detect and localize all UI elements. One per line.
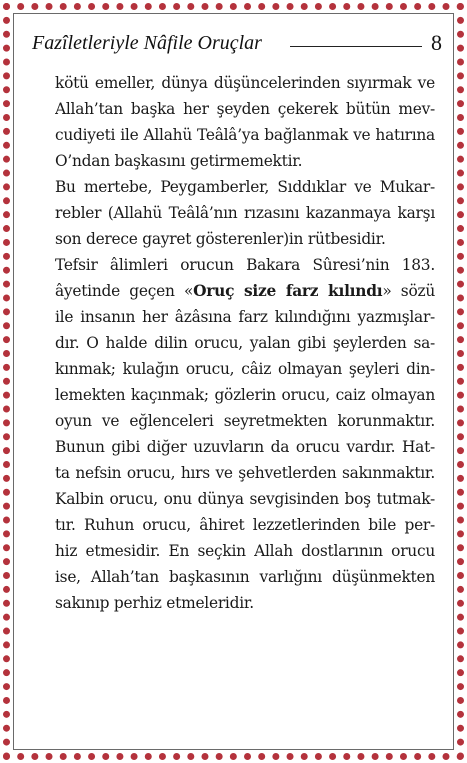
text-line: kötü emeller, dünya düşüncelerinden sıyırmak ve [55, 74, 435, 92]
text-line: Allah’tan başka her şeyden çekerek bütün mev- [55, 100, 435, 118]
text-line: ta nefsin orucu, hırs ve şehvetlerden sakınmaktır. [55, 464, 435, 482]
text-line: tır. Ruhun orucu, âhiret lezzetlerinden bile per- [55, 516, 435, 534]
text-line: sakınıp perhiz etmeleridir. [55, 594, 254, 612]
header-rule [290, 46, 422, 47]
text-line: ile insanın her âzâsına farz kılındığını yazmışlar- [55, 308, 435, 326]
text-line: O’ndan başkasını getirmemektir. [55, 152, 303, 170]
text-segment: âyetinde geçen « [55, 282, 194, 300]
text-line: ise, Allah’tan başkasının varlığını düşünmekten [55, 568, 435, 586]
text-line: Tefsir âlimleri orucun Bakara Sûresi’nin 183. [55, 256, 435, 274]
header-title: Fazîletleriyle Nâfile Oruçlar [32, 32, 262, 54]
text-line: Bu mertebe, Peygamberler, Sıddıklar ve Mukar- [55, 178, 435, 196]
text-line: rebler (Allahü Teâlâ’nın rızasını kazanmaya karşı [55, 204, 435, 222]
text-line: son derece gayret gösterenler)in rütbesidir. [55, 230, 386, 248]
text-line: kınmak; kulağın orucu, câiz olmayan şeyleri din- [55, 360, 435, 378]
text-segment: » sözü [382, 282, 435, 300]
page-number: 8 [431, 30, 442, 55]
text-line: cudiyeti ile Allahü Teâlâ’ya bağlanmak ve hatırına [55, 126, 435, 144]
running-header [32, 30, 442, 58]
text-line: dır. O halde dilin orucu, yalan gibi şeylerden sa- [55, 334, 435, 352]
quoted-verse: Oruç size farz kılındı [193, 282, 383, 300]
text-line: oyun ve eğlenceleri seyretmekten korunmaktır. [55, 412, 435, 430]
text-line: hiz etmesidir. En seçkin Allah dostlarının orucu [55, 542, 435, 560]
text-line [55, 278, 435, 304]
text-line: lemekten kaçınmak; gözlerin orucu, caiz olmayan [55, 386, 435, 404]
body-text [55, 70, 435, 616]
text-line: Kalbin orucu, onu dünya sevgisinden boş tutmak- [55, 490, 435, 508]
text-line: Bunun gibi diğer uzuvların da orucu vardır. Hat- [55, 438, 435, 456]
